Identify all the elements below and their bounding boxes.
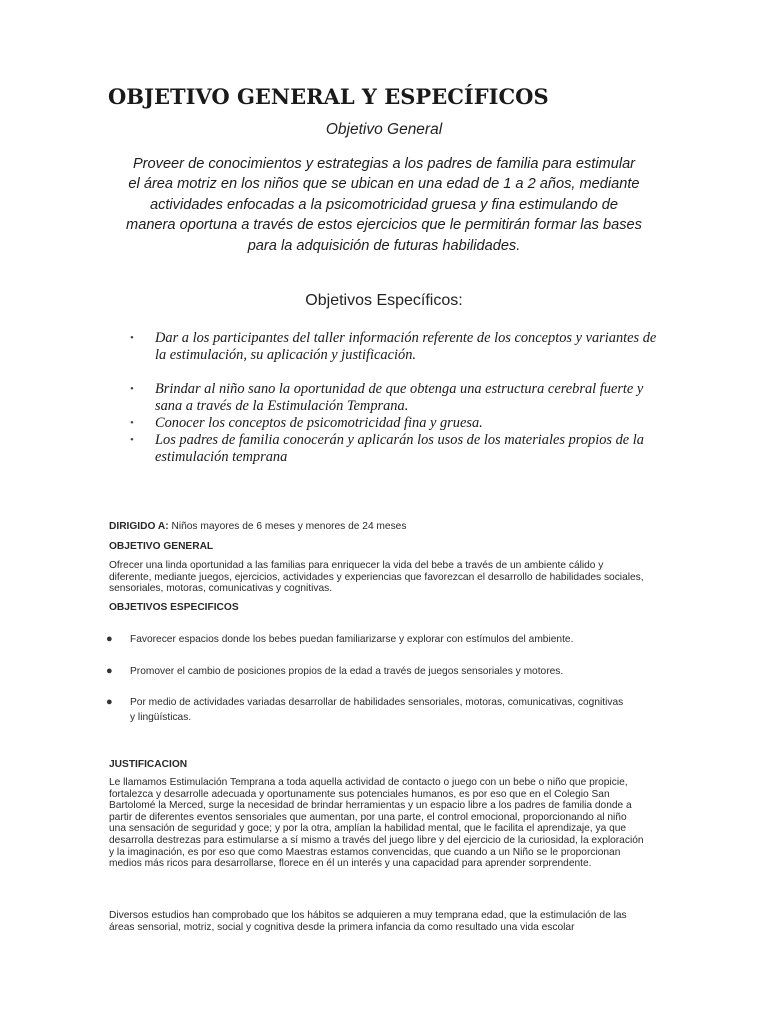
dirigido-line bbox=[109, 521, 644, 533]
objetivo-general-text bbox=[106, 154, 662, 256]
objetivo-general-2-heading: OBJETIVO GENERAL bbox=[109, 541, 214, 552]
list-item: • Los padres de familia conocerán y aplicarán los usos de los materiales propios de la estimulación temprana bbox=[130, 432, 660, 466]
dirigido-value: Niños mayores de 6 meses y menores de 24 meses bbox=[168, 521, 407, 532]
objetivos-especificos-list bbox=[130, 330, 660, 466]
list-item: • Conocer los conceptos de psicomotricidad fina y gruesa. bbox=[130, 415, 660, 432]
page-title: OBJETIVO GENERAL Y ESPECÍFICOS bbox=[108, 84, 549, 109]
justificacion-heading: JUSTIFICACION bbox=[109, 759, 188, 770]
list-item-text: Por medio de actividades variadas desarrollar de habilidades sensoriales, motoras, comunicativas, cognitivas y lingüísticas. bbox=[130, 697, 624, 723]
list-item: • Brindar al niño sano la oportunidad de que obtenga una estructura cerebral fuerte y sana a través de la Estimulación Temprana. bbox=[130, 381, 660, 415]
bullet-icon: ● bbox=[106, 665, 113, 677]
objetivo-general-line: Proveer de conocimientos y estrategias a los padres de familia para estimular bbox=[132, 156, 636, 172]
objetivo-general-line: para la adquisición de futuras habilidades. bbox=[247, 237, 521, 254]
justificacion-paragraph: Diversos estudios han comprobado que los hábitos se adquieren a muy temprana edad, que la estimulación de las áreas sensorial, motriz, social y cognitiva desde la primera infancia da como resultado una vida escolar bbox=[109, 910, 627, 933]
objetivo-general-line: manera oportuna a través de estos ejercicios que le permitirán formar las bases bbox=[126, 217, 642, 234]
objetivos-especificos-2-heading: OBJETIVOS ESPECIFICOS bbox=[109, 602, 239, 613]
list-item: • Dar a los participantes del taller información referente de los conceptos y variantes de la estimulación, su aplicación y justificación. bbox=[130, 330, 660, 364]
justificacion-paragraph: Le llamamos Estimulación Temprana a toda aquella actividad de contacto o juego con un bebe o niño que propicie, fortalezca y desarrolle adecuada y oportunamente sus potenciales humanos, es por eso que en el Colegio San Bartolomé la Merced, surge la necesidad de brindar herramientas y un espacio libre a los padres de familia donde a partir de diferentes eventos sensoriales que aumentan, por una parte, el control emocional, proporcionando al niño una sensación de seguridad y goce; y por la otra, amplían la habilidad mental, que le facilita el aprendizaje, ya que desarrolla destrezas para estimularse a sí mismo a través del juego libre y del ejercicio de la curiosidad, la exploración y la imaginación, es por eso que como Maestras estamos convencidas, que cuando a un Niño se le proporcionan medios más ricos para desarrollarse, florece en él un interés y una capacidad para aprender sorprendente. bbox=[109, 777, 644, 870]
list-item-text: Favorecer espacios donde los bebes puedan familiarizarse y explorar con estímulos del ambiente. bbox=[130, 634, 574, 645]
objetivos-especificos-heading: Objetivos Específicos: bbox=[305, 292, 463, 309]
objetivo-general-heading: Objetivo General bbox=[325, 121, 443, 138]
list-item-text: Promover el cambio de posiciones propios de la edad a través de juegos sensoriales y motores. bbox=[130, 666, 564, 677]
objetivo-general-line: actividades enfocadas a la psicomotricidad gruesa y fina estimulando de bbox=[149, 196, 619, 213]
bullet-icon: ● bbox=[106, 696, 113, 708]
objetivo-general-2-text: Ofrecer una linda oportunidad a las familias para enriquecer la vida del bebe a través de un ambiente cálido y diferente, mediante juegos, ejercicios, actividades y experiencias que favorezcan el desarrollo de habilidades sociales, sensoriales, motoras, comunicativas y cognitivas. bbox=[109, 560, 644, 595]
objetivo-general-line: el área motriz en los niños que se ubican en una edad de 1 a 2 años, mediante bbox=[128, 176, 640, 193]
bullet-icon: ● bbox=[106, 633, 113, 645]
dirigido-label: DIRIGIDO A: bbox=[109, 521, 169, 532]
